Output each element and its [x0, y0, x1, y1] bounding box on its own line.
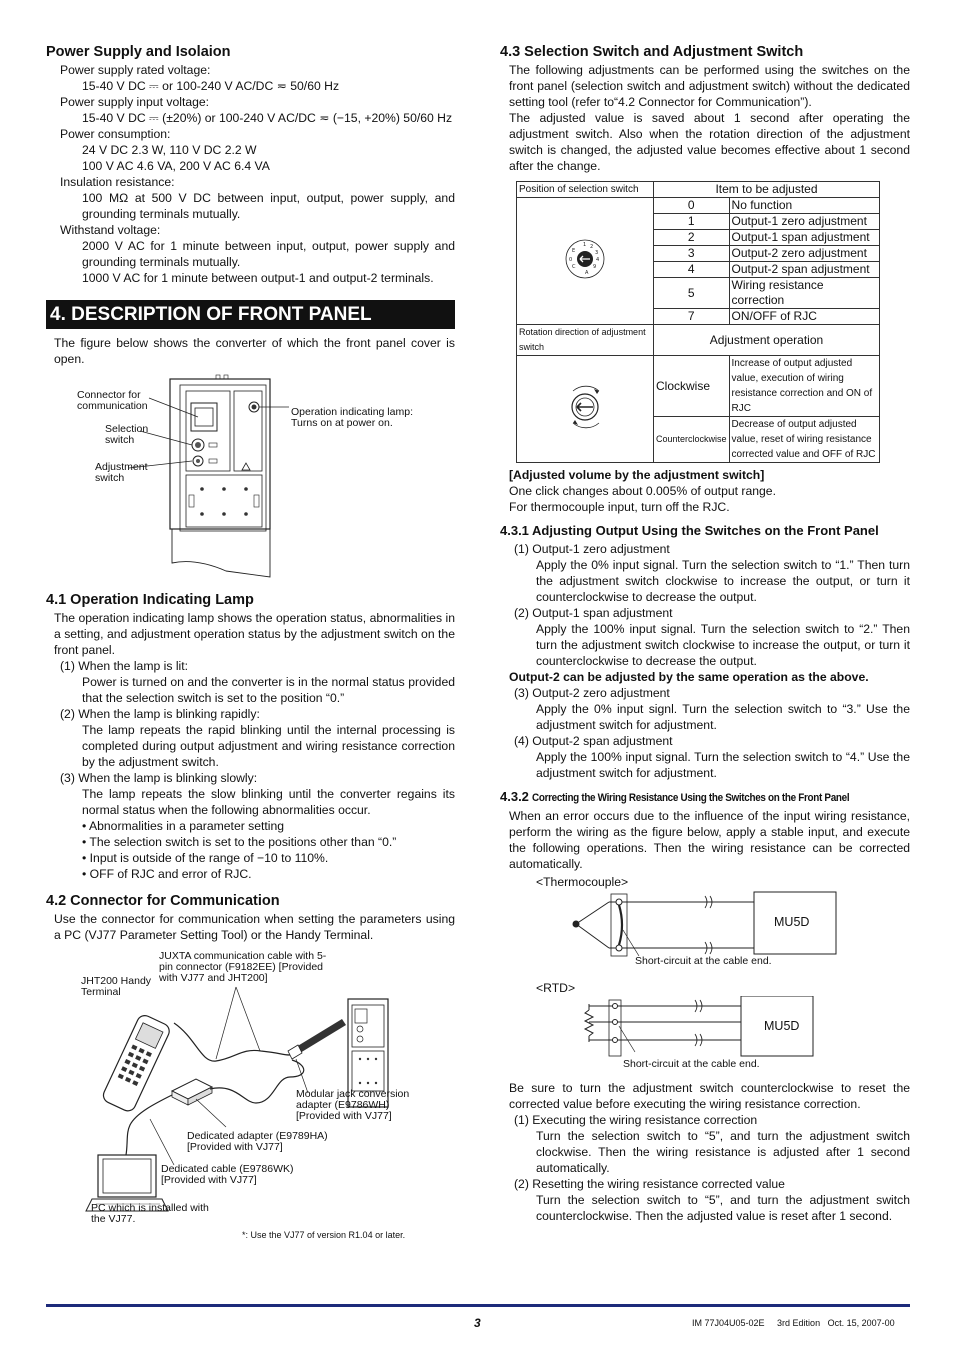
adj-volume-2: For thermocouple input, turn off the RJC.	[509, 500, 730, 514]
s41-bullet: • The selection switch is set to the positions other than “0.”	[82, 835, 397, 849]
adj-volume-heading: [Adjusted volume by the adjustment switch]	[509, 468, 765, 482]
thermocouple-label: <Thermocouple>	[536, 875, 629, 889]
s41-3-text: The lamp repeats the slow blinking until the converter regains its normal status when the following abnormalities occur.	[82, 787, 455, 817]
consumption-1: 24 V DC 2.3 W, 110 V DC 2.2 W	[82, 143, 257, 157]
clockwise-text: Increase of output adjusted value, execution of wiring resistance correction and ON of RJC	[729, 356, 879, 417]
s41-3-label: (3) When the lamp is blinking slowly:	[60, 771, 258, 785]
input-label: Power supply input voltage:	[60, 95, 210, 109]
clockwise-label: Clockwise	[654, 356, 730, 417]
rtd-drawing	[509, 996, 910, 1086]
adjustment-switch-label: Adjustment switch	[95, 461, 148, 484]
s432-text: When an error occurs due to the influence of the input wiring resistance, perform the wiring as the figure below, apply a stable input, and execute the following operations. Then the wiring resistance can be corrected automatically.	[509, 809, 910, 871]
item-cell: Wiring resistance correction	[729, 278, 879, 309]
dedicated-adapter-icon	[172, 1079, 212, 1105]
pos-cell: 3	[654, 246, 730, 262]
selection-switch-label: Selection switch	[105, 423, 149, 446]
s41-heading: 4.1 Operation Indicating Lamp	[46, 592, 254, 608]
consumption-label: Power consumption:	[60, 127, 171, 141]
s432-text2: Be sure to turn the adjustment switch counterclockwise to reset the corrected value before executing the wiring resistance correction.	[509, 1081, 910, 1111]
s432-2-label: (2) Resetting the wiring resistance corrected value	[514, 1177, 785, 1191]
withstand-label: Withstand voltage:	[60, 223, 161, 237]
plug-icon	[288, 1019, 346, 1059]
adjustment-switch-cell	[517, 356, 654, 463]
pos-cell: 0	[654, 198, 730, 214]
page-number: 3	[474, 1316, 481, 1330]
s42-text: Use the connector for communication when setting the parameters using a PC (VJ77 Parameter Setting Tool) or the Handy Terminal.	[54, 912, 455, 942]
rtd-mu5d-label: MU5D	[764, 1019, 800, 1033]
s432-1-text: Turn the selection switch to “5”, and turn the adjustment switch clockwise. Then the wiring resistance is adjusted after 1 second automatically.	[536, 1129, 910, 1175]
s41-2-text: The lamp repeats the rapid blinking until the internal processing is completed during output adjustment and wiring resistance correction by the adjustment switch.	[82, 723, 455, 769]
s432-1-label: (1) Executing the wiring resistance correction	[514, 1113, 758, 1127]
svg-text:2: 2	[590, 244, 594, 250]
pc-label: PC which is installed with the VJ77.	[91, 1202, 209, 1225]
s431-4-text: Apply the 100% input signal. Turn the selection switch to “4.” Use the adjustment switch for adjustment.	[536, 750, 910, 780]
front-panel-figure	[46, 373, 455, 583]
adjustment-table	[516, 181, 880, 463]
jht200-label: JHT200 Handy Terminal	[81, 975, 152, 998]
insulation-label: Insulation resistance:	[60, 175, 175, 189]
col1-header: Position of selection switch	[517, 182, 654, 198]
input-value: 15-40 V DC ⎓ (±20%) or 100-240 V AC/DC ≂ (−15, +20%) 50/60 Hz	[82, 111, 453, 125]
s432-heading: Correcting the Wiring Resistance Using the Switches on the Front Panel	[532, 792, 850, 804]
s43-text2: The adjusted value is saved about 1 second after operating the adjustment switch. Also when the rotation direction of the adjustment switch is changed, the adjusted value becomes effective about 1 second after the change.	[509, 111, 910, 173]
rtd-figure	[509, 996, 910, 1086]
section-title-bar: 4. DESCRIPTION OF FRONT PANEL	[46, 300, 455, 329]
insulation-value: 100 MΩ at 500 V DC between input, output, power supply, and grounding terminals mutually.	[82, 191, 455, 221]
rated-label: Power supply rated voltage:	[60, 63, 211, 77]
item-cell: Output-2 zero adjustment	[729, 246, 879, 262]
withstand-1: 2000 V AC for 1 minute between input, output, power supply and grounding terminals mutually.	[82, 239, 455, 269]
s431-heading: 4.3.1 Adjusting Output Using the Switches on the Front Panel	[500, 523, 879, 538]
svg-text:A: A	[585, 270, 589, 276]
s432-heading-row	[500, 787, 910, 808]
power-heading: Power Supply and Isolaion	[46, 44, 231, 60]
withstand-2: 1000 V AC for 1 minute between output-1 and output-2 terminals.	[82, 271, 434, 285]
handy-terminal-icon	[101, 1013, 172, 1113]
s431-3-text: Apply the 0% input signl. Turn the selection switch to “3.” Use the adjustment switch for adjustment.	[536, 702, 910, 732]
s431-2-text: Apply the 100% input signal. Turn the selection switch to “2.” Then turn the adjustment switch clockwise to increase the output, or turn it counterclockwise to decrease the output.	[536, 622, 910, 668]
s41-bullet: • Abnormalities in a parameter setting	[82, 819, 285, 833]
s41-2-label: (2) When the lamp is blinking rapidly:	[60, 707, 260, 721]
s41-bullet: • Input is outside of the range of −10 to 110%.	[82, 851, 329, 865]
pos-cell: 5	[654, 278, 730, 309]
item-cell: Output-1 zero adjustment	[729, 214, 879, 230]
s42-heading: 4.2 Connector for Communication	[46, 893, 280, 909]
left-column	[46, 40, 455, 1243]
item-cell: Output-2 span adjustment	[729, 262, 879, 278]
s431-1-label: (1) Output-1 zero adjustment	[514, 542, 670, 556]
s41-intro: The operation indicating lamp shows the operation status, abnormalities in a setting, and adjustment operation status by the adjustment switch on the front panel.	[54, 611, 455, 657]
s431-3-label: (3) Output-2 zero adjustment	[514, 686, 670, 700]
svg-text:C: C	[572, 264, 576, 270]
adj-volume-1: One click changes about 0.005% of output range.	[509, 484, 776, 498]
s431-1-text: Apply the 0% input signal. Turn the selection switch to “1.” Then turn the adjustment switch clockwise to increase the output, or turn it counterclockwise to decrease the output.	[536, 558, 910, 604]
s41-1-label: (1) When the lamp is lit:	[60, 659, 189, 673]
right-column	[500, 40, 910, 1224]
lamp-label: Operation indicating lamp: Turns on at power on.	[291, 406, 413, 429]
pos-cell: 1	[654, 214, 730, 230]
selection-switch-dial-icon	[564, 238, 606, 280]
svg-text:3: 3	[595, 250, 599, 256]
tc-short-circuit-label: Short-circuit at the cable end.	[635, 955, 772, 967]
connector-label: Connector for communication	[77, 389, 148, 412]
thermocouple-figure	[509, 890, 910, 980]
rtd-label: <RTD>	[536, 981, 576, 995]
s431-note: Output-2 can be adjusted by the same operation as the above.	[509, 670, 869, 684]
adjustment-switch-dial-icon	[563, 381, 607, 433]
s43-heading: 4.3 Selection Switch and Adjustment Switch	[500, 44, 804, 60]
s43-text1: The following adjustments can be performed using the switches on the front panel (selection switch and adjustment switch) without the dedicated setting tool (refer to“4.2 Connector for Communication”).	[509, 63, 910, 109]
footer-rule	[46, 1304, 910, 1307]
rot-header: Rotation direction of adjustment switch	[517, 325, 654, 356]
section-intro: The figure below shows the converter of which the front panel cover is open.	[54, 336, 455, 366]
counterclockwise-text: Decrease of output adjusted value, reset of wiring resistance corrected value and OFF of RJC	[729, 417, 879, 463]
communication-figure	[46, 943, 455, 1243]
rtd-short-circuit-label: Short-circuit at the cable end.	[623, 1058, 760, 1070]
svg-text:0: 0	[569, 257, 573, 263]
dedicated-adapter-label: Dedicated adapter (E9789HA) [Provided with VJ77]	[187, 1130, 328, 1153]
rated-value: 15-40 V DC ⎓ or 100-240 V AC/DC ≂ 50/60 Hz	[82, 79, 340, 93]
footnote: *: Use the VJ77 of version R1.04 or later.	[242, 1230, 406, 1240]
pos-cell: 4	[654, 262, 730, 278]
s432-2-text: Turn the selection switch to “5”, and turn the adjustment switch counterclockwise. Then the adjusted value is reset after 1 second.	[536, 1193, 910, 1223]
svg-text:1: 1	[583, 242, 587, 248]
s431-4-label: (4) Output-2 span adjustment	[514, 734, 673, 748]
svg-text:4: 4	[596, 257, 600, 263]
counterclockwise-label: Counterclockwise	[654, 417, 730, 463]
document-id: IM 77J04U05-02E 3rd Edition Oct. 15, 2007-00	[692, 1318, 895, 1328]
consumption-2: 100 V AC 4.6 VA, 200 V AC 6.4 VA	[82, 159, 270, 173]
op-header: Adjustment operation	[654, 325, 880, 356]
col2-header: Item to be adjusted	[654, 182, 880, 198]
pos-cell: 2	[654, 230, 730, 246]
selection-switch-cell	[517, 198, 654, 325]
s432-number: 4.3.2	[500, 789, 529, 804]
pos-cell: 7	[654, 309, 730, 325]
svg-text:9: 9	[593, 264, 597, 270]
item-cell: Output-1 span adjustment	[729, 230, 879, 246]
s431-2-label: (2) Output-1 span adjustment	[514, 606, 673, 620]
juxta-cable-label: JUXTA communication cable with 5-pin connector (F9182EE) [Provided with VJ77 and JHT200]	[159, 950, 327, 984]
dedicated-cable-label: Dedicated cable (E9786WK) [Provided with VJ77]	[161, 1163, 294, 1186]
s41-bullet: • OFF of RJC and error of RJC.	[82, 867, 252, 881]
tc-mu5d-label: MU5D	[774, 915, 810, 929]
item-cell: No function	[729, 198, 879, 214]
s41-1-text: Power is turned on and the converter is in the normal status provided that the selection switch is set to the position “0.”	[82, 675, 455, 705]
item-cell: ON/OFF of RJC	[729, 309, 879, 325]
svg-text:E: E	[572, 248, 576, 254]
modular-adapter-label: Modular jack conversion adapter (E9786WH) [Provided with VJ77]	[296, 1088, 410, 1122]
